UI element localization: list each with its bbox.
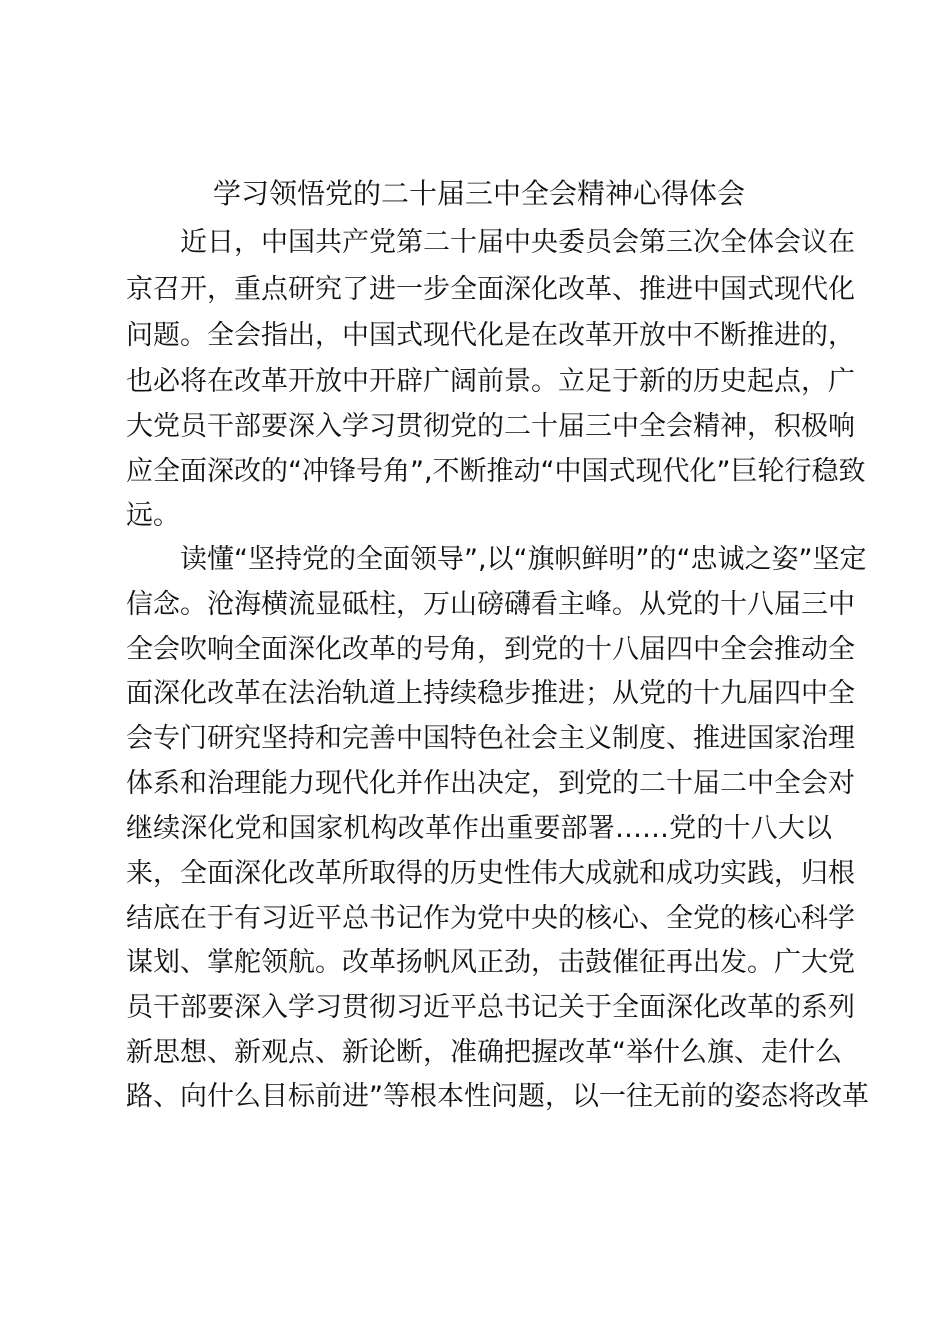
paragraph-1-line-5: 大党员干部要深入学习贯彻党的二十届三中全会精神，积极响 <box>126 411 855 442</box>
paragraph-2-line-9: 结底在于有习近平总书记作为党中央的核心、全党的核心科学 <box>126 903 855 934</box>
paragraph-2-line-5: 会专门研究坚持和完善中国特色社会主义制度、推进国家治理 <box>126 723 855 754</box>
paragraph-2-line-4: 面深化改革在法治轨道上持续稳步推进；从党的十九届四中全 <box>126 678 855 709</box>
paragraph-2-line-8: 来，全面深化改革所取得的历史性伟大成就和成功实践，归根 <box>126 858 855 889</box>
paragraph-2-line-11: 员干部要深入学习贯彻习近平总书记关于全面深化改革的系列 <box>126 992 855 1023</box>
paragraph-2-line-1: 读懂“坚持党的全面领导”,以“旗帜鲜明”的“忠诚之姿”坚定 <box>180 544 867 575</box>
paragraph-1-line-4: 也必将在改革开放中开辟广阔前景。立足于新的历史起点，广 <box>126 366 855 397</box>
paragraph-2-line-6: 体系和治理能力现代化并作出决定，到党的二十届二中全会对 <box>126 768 855 799</box>
document-title: 学习领悟党的二十届三中全会精神心得体会 <box>212 177 745 210</box>
paragraph-2-line-10: 谋划、掌舵领航。改革扬帆风正劲，击鼓催征再出发。广大党 <box>126 947 855 978</box>
paragraph-2-line-2: 信念。沧海横流显砥柱，万山磅礴看主峰。从党的十八届三中 <box>126 589 855 620</box>
paragraph-1-line-1: 近日，中国共产党第二十届中央委员会第三次全体会议在 <box>180 227 855 258</box>
paragraph-2-line-12: 新思想、新观点、新论断，准确把握改革“举什么旗、走什么 <box>126 1037 842 1068</box>
paragraph-1-line-2: 京召开，重点研究了进一步全面深化改革、推进中国式现代化 <box>126 274 855 305</box>
paragraph-1-line-7: 远。 <box>126 500 180 531</box>
paragraph-1-line-6: 应全面深改的“冲锋号角”,不断推动“中国式现代化”巨轮行稳致 <box>126 456 866 487</box>
paragraph-2-line-3: 全会吹响全面深化改革的号角，到党的十八届四中全会推动全 <box>126 634 855 665</box>
paragraph-1-line-3: 问题。全会指出，中国式现代化是在改革开放中不断推进的， <box>126 320 855 351</box>
paragraph-2-line-7: 继续深化党和国家机构改革作出重要部署……党的十八大以 <box>126 813 832 844</box>
paragraph-2-line-13: 路、向什么目标前进”等根本性问题，以一往无前的姿态将改革 <box>126 1081 869 1112</box>
